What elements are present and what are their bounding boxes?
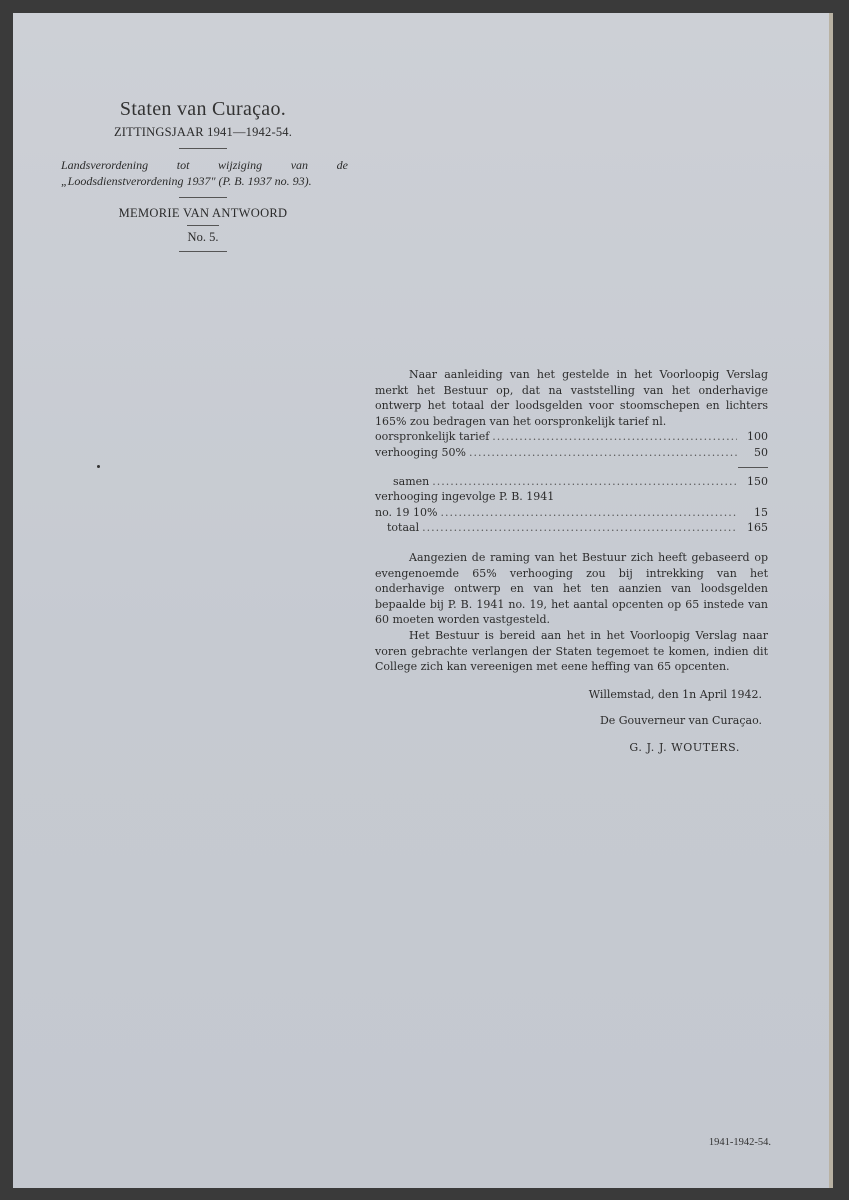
place-date: Willemstad, den 1n April 1942. xyxy=(588,687,762,701)
type-divider xyxy=(187,225,219,226)
spacer xyxy=(375,536,768,550)
leader-dots xyxy=(432,474,737,490)
sum-rule xyxy=(738,467,768,468)
subject-line: Landsverordening tot wijziging van de „Loodsdienstverordening 1937" (P. B. 1937 no. 93). xyxy=(61,158,348,188)
document-header xyxy=(58,98,348,260)
paragraph-2: Aangezien de raming van het Bestuur zich heeft gebaseerd op evengenoemde 65% verhooging zou bij intrekking van het onderhavige ontwerp en van het ten aanzien van loodsgelden bepaalde bij P. B. 1941 no. 19, het aantal opcenten op 65 instede van 60 moeten worden vastgesteld. xyxy=(375,550,768,627)
number-divider xyxy=(179,251,227,252)
row-label: verhooging 50% xyxy=(375,445,466,459)
subject-divider xyxy=(179,197,227,198)
table-row xyxy=(375,445,768,461)
table-row xyxy=(375,505,768,521)
table-row xyxy=(375,474,768,490)
row-value: 165 xyxy=(747,521,768,535)
leader-dots xyxy=(440,505,737,521)
paragraph-1: Naar aanleiding van het gestelde in het Voorloopig Verslag merkt het Bestuur op, dat na vaststelling van het onderhavige ontwerp het totaal der loodsgelden voor stoomschepen en lichters 165% zou bedragen van het oorspronkelijk tarief nl. xyxy=(375,368,768,428)
row-label: no. 19 10% xyxy=(375,505,438,519)
paragraph-3: Het Bestuur is bereid aan het in het Voorloopig Verslag naar voren gebrachte verlangen der Staten tegemoet te komen, indien dit College zich kan vereenigen met eene heffing van 65 opcenten. xyxy=(375,628,768,674)
table-row xyxy=(375,520,768,536)
signatory-name: G. J. J. WOUTERS. xyxy=(629,740,740,754)
session-year: ZITTINGSJAAR 1941—1942-54. xyxy=(113,125,293,139)
row-value: 15 xyxy=(754,505,768,519)
row-label: oorspronkelijk tarief xyxy=(375,430,490,444)
document-type: MEMORIE VAN ANTWOORD xyxy=(118,206,288,220)
table-row xyxy=(375,429,768,445)
document-title: Staten van Curaçao. xyxy=(119,98,287,120)
header-divider xyxy=(179,148,227,149)
document-page xyxy=(13,13,833,1188)
row-value: 50 xyxy=(754,445,768,459)
document-number: No. 5. xyxy=(187,230,219,244)
row-value: 100 xyxy=(747,430,768,444)
tariff-table xyxy=(375,429,768,536)
row-value: 150 xyxy=(747,474,768,488)
document-body xyxy=(375,367,768,755)
signatory-office: De Gouverneur van Curaçao. xyxy=(599,714,762,728)
row-label: verhooging ingevolge P. B. 1941 xyxy=(375,490,555,504)
leader-dots xyxy=(492,429,737,445)
paper-speck xyxy=(97,465,100,468)
footer-code: 1941-1942-54. xyxy=(708,1137,771,1148)
table-row xyxy=(375,489,768,505)
row-label: samen xyxy=(393,474,430,488)
row-label: totaal xyxy=(387,521,420,535)
leader-dots xyxy=(422,520,737,536)
leader-dots xyxy=(469,445,737,461)
